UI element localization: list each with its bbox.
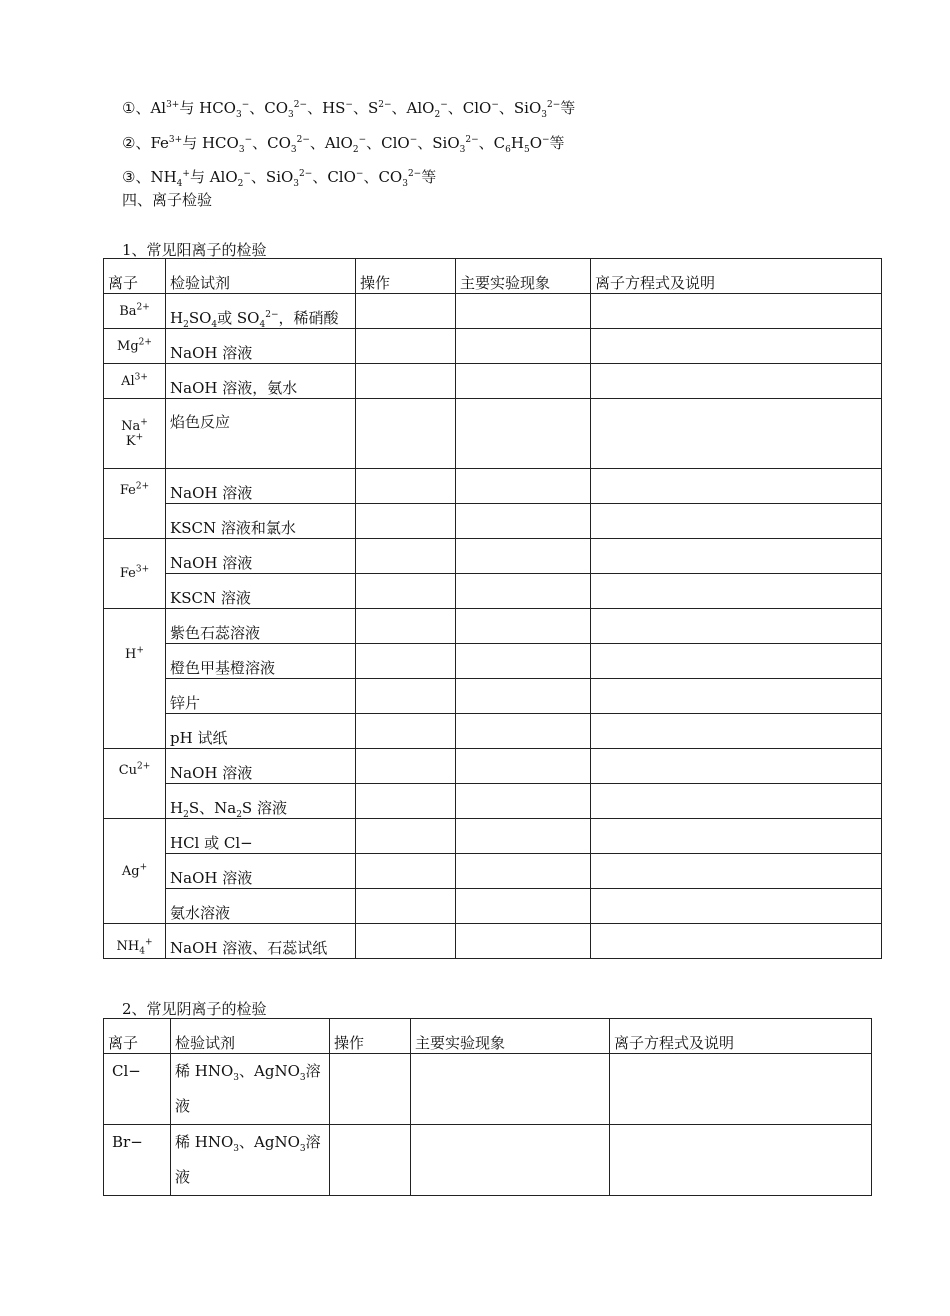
phenomenon-cell bbox=[411, 1054, 610, 1125]
table-row bbox=[104, 539, 882, 574]
reagent-cell: 稀 $HNO_3$、AgNO$_3$溶液 bbox=[171, 1125, 330, 1196]
equation-cell bbox=[610, 1054, 872, 1125]
equation-cell bbox=[591, 399, 882, 469]
table-row bbox=[104, 644, 882, 679]
table-header-row bbox=[104, 259, 882, 294]
operation-cell bbox=[330, 1054, 411, 1125]
table-row bbox=[104, 294, 882, 329]
header-reagent: 检验试剂 bbox=[166, 259, 356, 294]
phenomenon-cell bbox=[456, 714, 591, 749]
reagent-cell: pH 试纸 bbox=[166, 714, 356, 749]
operation-cell bbox=[356, 714, 456, 749]
phenomenon-cell bbox=[456, 924, 591, 959]
operation-cell bbox=[330, 1125, 411, 1196]
phenomenon-cell bbox=[456, 504, 591, 539]
reagent-cell: NaOH 溶液 bbox=[166, 854, 356, 889]
anion-test-table bbox=[103, 1018, 872, 1196]
equation-cell bbox=[591, 714, 882, 749]
operation-cell bbox=[356, 609, 456, 644]
reagent-cell: NaOH 溶液，氨水 bbox=[166, 364, 356, 399]
equation-cell bbox=[591, 364, 882, 399]
incompatible-line-fe: ②、$Fe^{3+}$与 $HCO_3^-$、$CO_3^{2-}$、AlO$_2$−、ClO−、SiO$_3^{2-}$、$C_6H_5O^-$等 bbox=[122, 134, 565, 155]
reagent-cell: NaOH 溶液、石蕊试纸 bbox=[166, 924, 356, 959]
equation-cell bbox=[591, 819, 882, 854]
section-title: 四、离子检验 bbox=[122, 191, 213, 209]
header-operation: 操作 bbox=[330, 1019, 411, 1054]
equation-cell bbox=[591, 469, 882, 504]
operation-cell bbox=[356, 854, 456, 889]
equation-cell bbox=[591, 329, 882, 364]
table-row bbox=[104, 329, 882, 364]
table-row bbox=[104, 504, 882, 539]
table-row bbox=[104, 574, 882, 609]
table-row bbox=[104, 819, 882, 854]
operation-cell bbox=[356, 504, 456, 539]
operation-cell bbox=[356, 539, 456, 574]
reagent-cell: $H_2SO_4$或 $SO_4^{2-}$，稀硝酸 bbox=[166, 294, 356, 329]
operation-cell bbox=[356, 574, 456, 609]
incompatible-line-al: ①、$Al^{3+}$与 $HCO_3^-$、$CO_3^{2-}$、HS−、$S^{2-}$、AlO$_2$−、ClO−、SiO$_3^{2-}$等 bbox=[122, 99, 576, 120]
equation-cell bbox=[591, 889, 882, 924]
phenomenon-cell bbox=[456, 749, 591, 784]
anion-table-title: 2、常见阴离子的检验 bbox=[122, 1000, 267, 1018]
phenomenon-cell bbox=[456, 399, 591, 469]
phenomenon-cell bbox=[456, 854, 591, 889]
equation-cell bbox=[610, 1125, 872, 1196]
phenomenon-cell bbox=[456, 644, 591, 679]
ion-cell: $NH_4^+$ bbox=[104, 924, 166, 959]
equation-cell bbox=[591, 644, 882, 679]
ion-cell: Na+ K+ bbox=[104, 399, 166, 469]
operation-cell bbox=[356, 469, 456, 504]
operation-cell bbox=[356, 784, 456, 819]
reagent-cell: HCl 或 Cl− bbox=[166, 819, 356, 854]
header-operation: 操作 bbox=[356, 259, 456, 294]
reagent-cell: KSCN 溶液 bbox=[166, 574, 356, 609]
reagent-cell: NaOH 溶液 bbox=[166, 469, 356, 504]
reagent-cell: 紫色石蕊溶液 bbox=[166, 609, 356, 644]
table-row bbox=[104, 609, 882, 644]
header-reagent: 检验试剂 bbox=[171, 1019, 330, 1054]
reagent-cell: NaOH 溶液 bbox=[166, 539, 356, 574]
phenomenon-cell bbox=[456, 679, 591, 714]
operation-cell bbox=[356, 889, 456, 924]
phenomenon-cell bbox=[456, 364, 591, 399]
equation-cell bbox=[591, 784, 882, 819]
ion-cell: Cl− bbox=[104, 1054, 171, 1125]
table-row bbox=[104, 469, 882, 504]
operation-cell bbox=[356, 399, 456, 469]
phenomenon-cell bbox=[456, 539, 591, 574]
table-row bbox=[104, 924, 882, 959]
operation-cell bbox=[356, 364, 456, 399]
operation-cell bbox=[356, 679, 456, 714]
reagent-cell: 锌片 bbox=[166, 679, 356, 714]
phenomenon-cell bbox=[456, 784, 591, 819]
equation-cell bbox=[591, 854, 882, 889]
reagent-cell: 焰色反应 bbox=[166, 399, 356, 469]
ion-cell: Ag+ bbox=[104, 819, 166, 924]
header-phenomenon: 主要实验现象 bbox=[411, 1019, 610, 1054]
equation-cell bbox=[591, 749, 882, 784]
table-row bbox=[104, 889, 882, 924]
table-header-row bbox=[104, 1019, 872, 1054]
table-row bbox=[104, 714, 882, 749]
ion-cell: $Ba^{2+}$ bbox=[104, 294, 166, 329]
ion-cell: $Mg^{2+}$ bbox=[104, 329, 166, 364]
operation-cell bbox=[356, 924, 456, 959]
reagent-cell: NaOH 溶液 bbox=[166, 749, 356, 784]
table-row bbox=[104, 1054, 872, 1125]
phenomenon-cell bbox=[456, 609, 591, 644]
phenomenon-cell bbox=[411, 1125, 610, 1196]
table-row bbox=[104, 749, 882, 784]
reagent-cell: $H_2S$、$Na_2S$ 溶液 bbox=[166, 784, 356, 819]
reagent-cell: 稀 $HNO_3$、AgNO$_3$溶液 bbox=[171, 1054, 330, 1125]
incompatible-line-nh4: ③、$NH_4^+$与 AlO$_2$−、SiO$_3^{2-}$、ClO−、$CO_3^{2-}$等 bbox=[122, 168, 437, 189]
ion-cell: $Al^{3+}$ bbox=[104, 364, 166, 399]
table-row bbox=[104, 364, 882, 399]
ion-cell: Br− bbox=[104, 1125, 171, 1196]
table-row bbox=[104, 784, 882, 819]
cation-test-table bbox=[103, 258, 882, 959]
table-row bbox=[104, 399, 882, 469]
equation-cell bbox=[591, 574, 882, 609]
header-ion: 离子 bbox=[104, 259, 166, 294]
equation-cell bbox=[591, 294, 882, 329]
phenomenon-cell bbox=[456, 574, 591, 609]
table-row bbox=[104, 1125, 872, 1196]
ion-cell: $Fe^{2+}$ bbox=[104, 469, 166, 539]
ion-cell: $Fe^{3+}$ bbox=[104, 539, 166, 609]
ion-cell: $Cu^{2+}$ bbox=[104, 749, 166, 819]
operation-cell bbox=[356, 644, 456, 679]
operation-cell bbox=[356, 749, 456, 784]
cation-table-title: 1、常见阳离子的检验 bbox=[122, 241, 267, 259]
reagent-cell: NaOH 溶液 bbox=[166, 329, 356, 364]
table-row bbox=[104, 679, 882, 714]
phenomenon-cell bbox=[456, 889, 591, 924]
phenomenon-cell bbox=[456, 294, 591, 329]
equation-cell bbox=[591, 924, 882, 959]
reagent-cell: 氨水溶液 bbox=[166, 889, 356, 924]
header-equation: 离子方程式及说明 bbox=[591, 259, 882, 294]
header-phenomenon: 主要实验现象 bbox=[456, 259, 591, 294]
operation-cell bbox=[356, 819, 456, 854]
phenomenon-cell bbox=[456, 469, 591, 504]
header-ion: 离子 bbox=[104, 1019, 171, 1054]
header-equation: 离子方程式及说明 bbox=[610, 1019, 872, 1054]
operation-cell bbox=[356, 329, 456, 364]
table-row bbox=[104, 854, 882, 889]
phenomenon-cell bbox=[456, 329, 591, 364]
operation-cell bbox=[356, 294, 456, 329]
equation-cell bbox=[591, 539, 882, 574]
reagent-cell: KSCN 溶液和氯水 bbox=[166, 504, 356, 539]
reagent-cell: 橙色甲基橙溶液 bbox=[166, 644, 356, 679]
phenomenon-cell bbox=[456, 819, 591, 854]
equation-cell bbox=[591, 609, 882, 644]
equation-cell bbox=[591, 679, 882, 714]
equation-cell bbox=[591, 504, 882, 539]
ion-cell: H+ bbox=[104, 609, 166, 749]
